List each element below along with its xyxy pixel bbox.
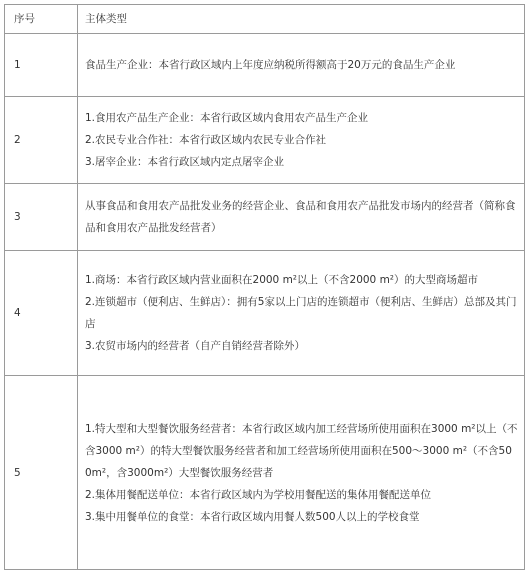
- subject-type-line: 1.食用农产品生产企业：本省行政区域内食用农产品生产企业: [85, 112, 369, 124]
- row-serial-number: 5: [5, 376, 78, 570]
- row-serial-number: 2: [5, 97, 78, 184]
- subject-type-line: 2.农民专业合作社：本省行政区域内农民专业合作社: [85, 134, 327, 146]
- subject-type-line: 食品生产企业：本省行政区域内上年度应纳税所得额高于20万元的食品生产企业: [85, 59, 456, 71]
- row-subject-type: [78, 97, 525, 184]
- row-subject-type: [78, 34, 525, 97]
- subject-type-line: 2.集体用餐配送单位：本省行政区域内为学校用餐配送的集体用餐配送单位: [85, 488, 432, 501]
- table-header-row: [5, 5, 525, 34]
- header-subject-type: 主体类型: [78, 5, 525, 34]
- row-subject-type: [78, 376, 525, 570]
- row-serial-number: 3: [5, 184, 78, 251]
- row-subject-type: [78, 251, 525, 376]
- table-row: [5, 34, 525, 97]
- subject-type-line: 3.集中用餐单位的食堂：本省行政区域内用餐人数500人以上的学校食堂: [85, 510, 420, 523]
- subject-type-table: [4, 4, 525, 570]
- subject-type-line: 从事食品和食用农产品批发业务的经营企业、食品和食用农产品批发市场内的经营者（简称食品和食用农产品批发经营者）: [85, 200, 516, 234]
- row-subject-type: [78, 184, 525, 251]
- subject-type-line: 2.连锁超市（便利店、生鲜店）：拥有5家以上门店的连锁超市（便利店、生鲜店）总部及其门店: [85, 296, 517, 330]
- subject-type-line: 1.商场：本省行政区域内营业面积在2000 m²以上（不含2000 m²）的大型商场超市: [85, 274, 479, 286]
- subject-type-line: 3.屠宰企业：本省行政区域内定点屠宰企业: [85, 156, 285, 168]
- table-row: [5, 376, 525, 570]
- table-row: [5, 97, 525, 184]
- subject-type-line: 3.农贸市场内的经营者（自产自销经营者除外）: [85, 340, 306, 352]
- row-serial-number: 4: [5, 251, 78, 376]
- subject-type-line: 1.特大型和大型餐饮服务经营者：本省行政区域内加工经营场所使用面积在3000 m²以上（不含3000 m²）的特大型餐饮服务经营者和加工经营场所使用面积在500～3000 m²（不含500m²，含3000m²）大型餐饮服务经营者: [85, 422, 518, 479]
- row-serial-number: 1: [5, 34, 78, 97]
- table-row: [5, 184, 525, 251]
- table-row: [5, 251, 525, 376]
- header-serial-number: 序号: [5, 5, 78, 34]
